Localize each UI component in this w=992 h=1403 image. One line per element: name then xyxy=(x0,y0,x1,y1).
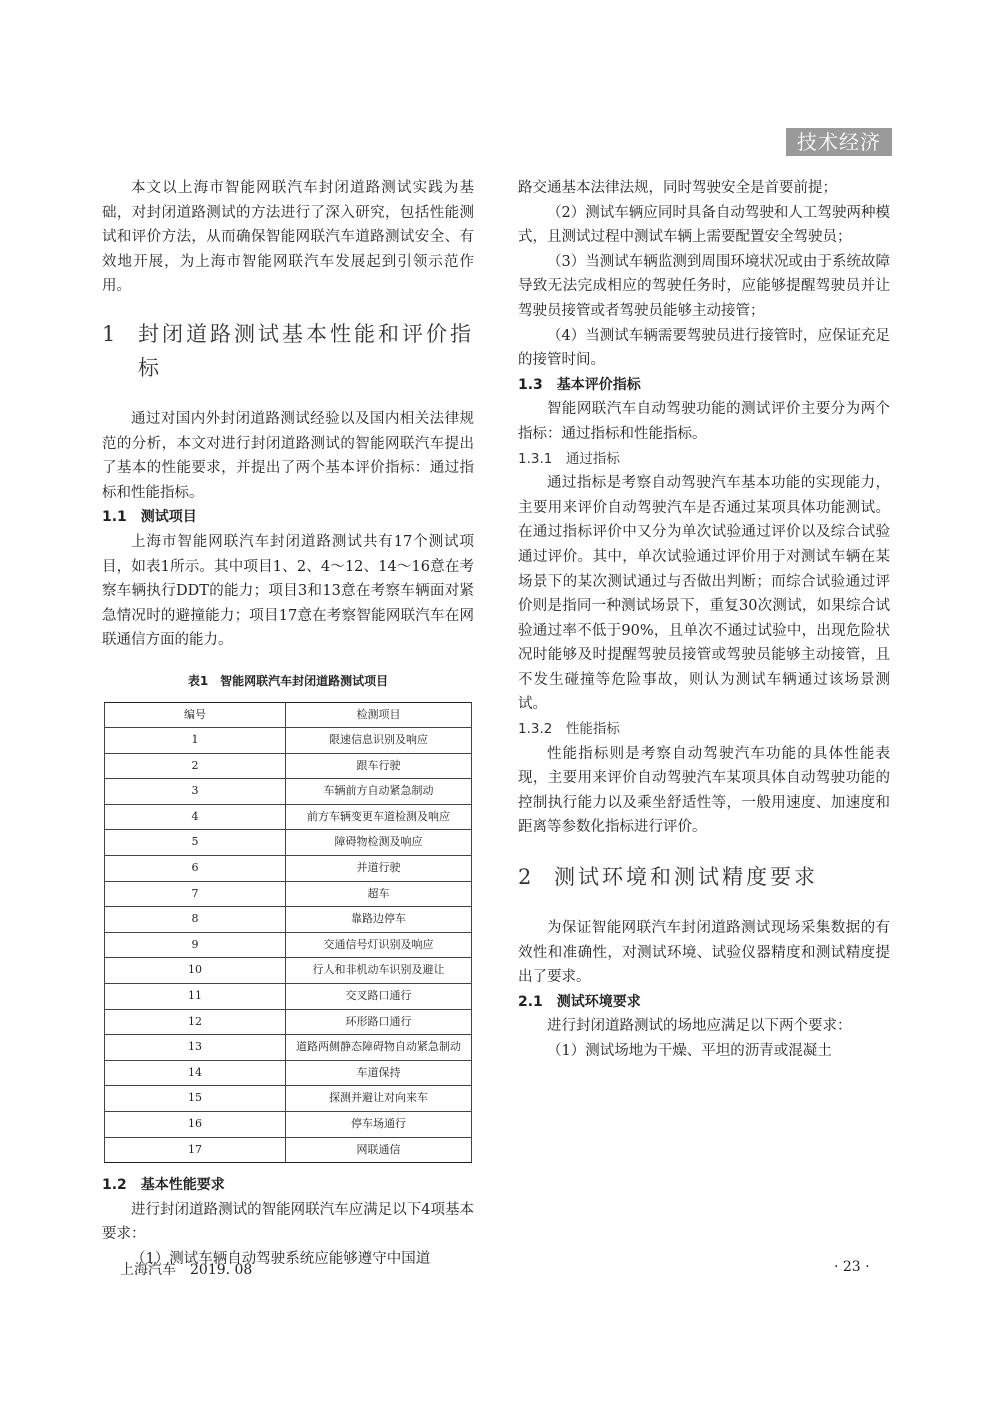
page-number: · 23 · xyxy=(834,1259,870,1275)
section-2-heading xyxy=(518,860,890,894)
section-1-2-heading: 1.2 基本性能要求 xyxy=(102,1177,225,1194)
section-1-number: 1 xyxy=(102,321,119,346)
table-row xyxy=(105,856,472,882)
table-cell: 行人和非机动车识别及避让 xyxy=(286,958,472,984)
table-cell: 靠路边停车 xyxy=(286,907,472,933)
table-cell: 3 xyxy=(105,779,286,805)
environment-item-1: （1）测试场地为干燥、平坦的沥青或混凝土 xyxy=(547,1043,832,1059)
table-cell: 14 xyxy=(105,1060,286,1086)
table-cell: 障碍物检测及响应 xyxy=(286,830,472,856)
table-cell: 7 xyxy=(105,881,286,907)
table-row xyxy=(105,779,472,805)
section-2-paragraph: 为保证智能网联汽车封闭道路测试现场采集数据的有效性和准确性，对测试环境、试验仪器精度和测试精度提出了要求。 xyxy=(518,920,890,986)
table-cell: 12 xyxy=(105,1009,286,1035)
table-header-cell: 编号 xyxy=(105,702,286,728)
section-1-title: 封闭道路测试基本性能和评价指标 xyxy=(138,321,474,380)
table-cell: 前方车辆变更车道检测及响应 xyxy=(286,804,472,830)
table-cell: 停车场通行 xyxy=(286,1112,472,1138)
section-1-3-2-heading: 1.3.2 性能指标 xyxy=(518,721,620,738)
section-1-paragraph: 通过对国内外封闭道路测试经验以及国内相关法律规范的分析，本文对进行封闭道路测试的智能网联汽车提出了基本的性能要求，并提出了两个基本评价指标：通过指标和性能指标。 xyxy=(102,410,474,501)
table-row xyxy=(105,1137,472,1163)
table-cell: 网联通信 xyxy=(286,1137,472,1163)
table-cell: 15 xyxy=(105,1086,286,1112)
table-cell: 环形路口通行 xyxy=(286,1009,472,1035)
section-2-title: 测试环境和测试精度要求 xyxy=(554,865,818,890)
table-row xyxy=(105,1009,472,1035)
table-cell: 8 xyxy=(105,907,286,933)
section-1-2-paragraph: 进行封闭道路测试的智能网联汽车应满足以下4项基本要求： xyxy=(102,1201,474,1243)
table-row xyxy=(105,907,472,933)
section-1-3-heading: 1.3 基本评价指标 xyxy=(518,376,641,393)
table-cell: 10 xyxy=(105,958,286,984)
table-row xyxy=(105,804,472,830)
section-1-heading xyxy=(102,317,474,385)
table-cell: 交通信号灯识别及响应 xyxy=(286,932,472,958)
table-row xyxy=(105,1035,472,1061)
table-cell: 1 xyxy=(105,728,286,754)
table-row xyxy=(105,728,472,754)
table-cell: 2 xyxy=(105,753,286,779)
table-cell: 并道行驶 xyxy=(286,856,472,882)
table-cell: 跟车行驶 xyxy=(286,753,472,779)
table-row xyxy=(105,958,472,984)
right-column xyxy=(518,176,890,1064)
table-cell: 13 xyxy=(105,1035,286,1061)
section-2-number: 2 xyxy=(518,865,535,890)
section-1-3-2-paragraph: 性能指标则是考察自动驾驶汽车功能的具体性能表现，主要用来评价自动驾驶汽车某项具体自动驾驶功能的控制执行能力以及乘坐舒适性等，一般用速度、加速度和距离等参数化指标进行评价。 xyxy=(518,745,890,836)
test-items-table xyxy=(104,702,472,1164)
section-1-3-paragraph: 智能网联汽车自动驾驶功能的测试评价主要分为两个指标：通过指标和性能指标。 xyxy=(518,401,890,442)
table-row xyxy=(105,881,472,907)
table-cell: 道路两侧静态障碍物自动紧急制动 xyxy=(286,1035,472,1061)
table-cell: 探测并避让对向来车 xyxy=(286,1086,472,1112)
table-row xyxy=(105,1112,472,1138)
table-header-row xyxy=(105,702,472,728)
section-1-1-heading: 1.1 测试项目 xyxy=(102,509,197,526)
table-cell: 5 xyxy=(105,830,286,856)
table-cell: 交叉路口通行 xyxy=(286,984,472,1010)
table-row xyxy=(105,1086,472,1112)
journal-footer: 上海汽车 2019. 08 xyxy=(120,1262,253,1278)
table-row xyxy=(105,1060,472,1086)
table-cell: 车道保持 xyxy=(286,1060,472,1086)
table-cell: 17 xyxy=(105,1137,286,1163)
table-caption: 表1 智能网联汽车封闭道路测试项目 xyxy=(187,673,389,688)
section-1-3-1-heading: 1.3.1 通过指标 xyxy=(518,450,620,467)
table-cell: 4 xyxy=(105,804,286,830)
continued-paragraph: 路交通基本法律法规，同时驾驶安全是首要前提； xyxy=(518,180,837,196)
section-badge: 技术经济 xyxy=(786,128,892,156)
requirement-item-3: （3）当测试车辆监测到周围环境状况或由于系统故障导致无法完成相应的驾驶任务时，应能够提醒驾驶员并让驾驶员接管或者驾驶员能够主动接管； xyxy=(518,253,890,319)
table-row xyxy=(105,753,472,779)
requirement-item-4: （4）当测试车辆需要驾驶员进行接管时，应保证充足的接管时间。 xyxy=(518,327,890,369)
table-row xyxy=(105,932,472,958)
table-cell: 超车 xyxy=(286,881,472,907)
intro-paragraph: 本文以上海市智能网联汽车封闭道路测试实践为基础，对封闭道路测试的方法进行了深入研究，包括性能测试和评价方法，从而确保智能网联汽车道路测试安全、有效地开展，为上海市智能网联汽车发展起到引领示范作用。 xyxy=(102,180,474,295)
section-1-3-1-paragraph: 通过指标是考察自动驾驶汽车基本功能的实现能力，主要用来评价自动驾驶汽车是否通过某项具体功能测试。在通过指标评价中又分为单次试验通过评价以及综合试验通过评价。其中，单次试验通过评价用于对测试车辆在某场景下的某次测试通过与否做出判断；而综合试验通过评价则是指同一种测试场景下，重复30次测试，如果综合试验通过率不低于90%，且单次不通过试验中，出现危险状况时能够及时提醒驾驶员接管或驾驶员能够主动接管，且不发生碰撞等危险事故，则认为测试车辆通过该场景测试。 xyxy=(518,475,890,713)
table-cell: 限速信息识别及响应 xyxy=(286,728,472,754)
table-cell: 16 xyxy=(105,1112,286,1138)
requirement-item-2: （2）测试车辆应同时具备自动驾驶和人工驾驶两种模式，且测试过程中测试车辆上需要配置安全驾驶员； xyxy=(518,204,890,246)
table-cell: 11 xyxy=(105,984,286,1010)
requirement-item-1: （1）测试车辆自动驾驶系统应能够遵守中国道 xyxy=(131,1250,431,1267)
left-column xyxy=(102,176,474,1272)
table-cell: 6 xyxy=(105,856,286,882)
section-2-1-heading: 2.1 测试环境要求 xyxy=(518,993,641,1010)
table-row xyxy=(105,830,472,856)
table-header-cell: 检测项目 xyxy=(286,702,472,728)
table-cell: 9 xyxy=(105,932,286,958)
table-cell: 车辆前方自动紧急制动 xyxy=(286,779,472,805)
table-row xyxy=(105,984,472,1010)
section-1-1-paragraph: 上海市智能网联汽车封闭道路测试共有17个测试项目，如表1所示。其中项目1、2、4～12、14～16意在考察车辆执行DDT的能力；项目3和13意在考察车辆面对紧急情况时的避撞能力；项目17意在考察智能网联汽车在网联通信方面的能力。 xyxy=(102,533,474,649)
section-2-1-paragraph: 进行封闭道路测试的场地应满足以下两个要求： xyxy=(547,1018,852,1035)
